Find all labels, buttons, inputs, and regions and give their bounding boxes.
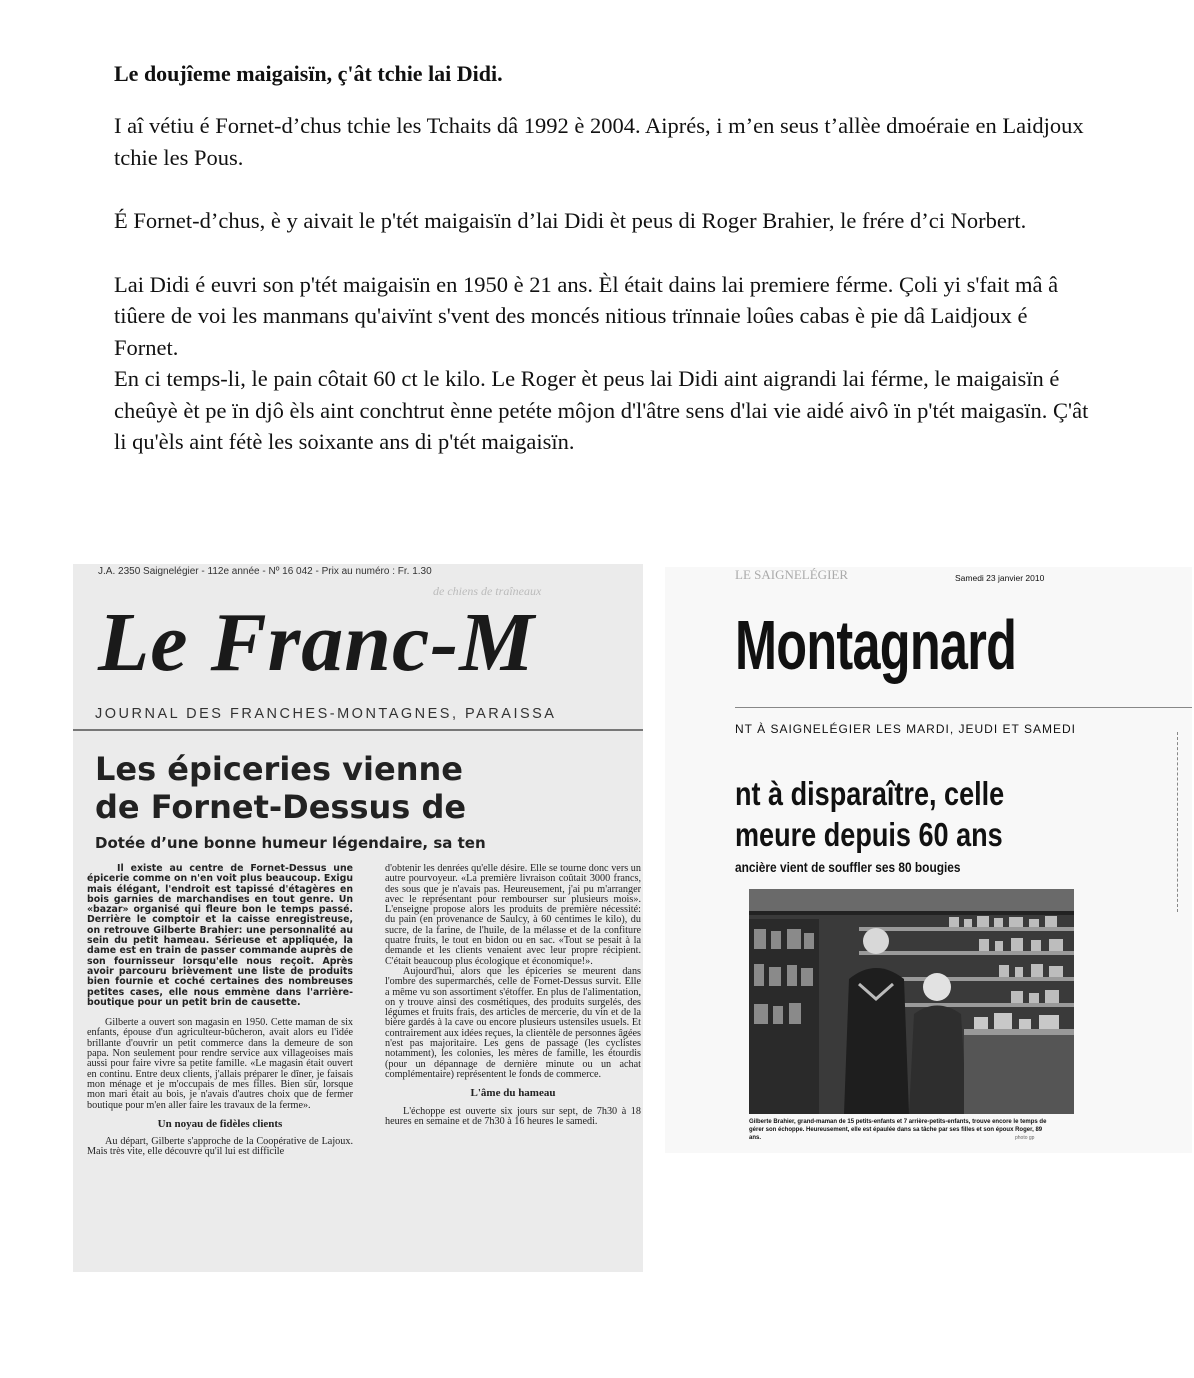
clipping-headline-line-1: Les épiceries vienne <box>95 750 463 788</box>
document-title: Le doujîeme maigaisïn, ç'ât tchie lai Didi. <box>114 61 503 86</box>
clipping-column-left <box>87 864 353 1158</box>
clipping-body-right-1: d'obtenir les denrées qu'elle désire. Elle se tourne donc vers un autre pourvoyeur. «La première livraison coûtait 3000 francs, des sous que je n'avais pas. Heureusement, j'ai pu m'arranger avec le représentant pour rembourser sur plusieurs mois». L'enseigne propose alors les produits de première nécessité: du pain (en provenance de Saulcy, à 60 centimes le kilo), du sucre, de la farine, de l'huile, de la mélasse et de la confiture quatre fruits, le tout en bidon ou en sac. «Tout se pesait à la demande et les clients venaient avec leur propre récipient. C'était beaucoup plus écologique et économique!». <box>385 863 641 967</box>
clipping-column-right <box>385 864 641 1127</box>
paragraph-2: É Fornet-d’chus, è y aivait le p'tét maigaisïn d’lai Didi èt peus di Roger Brahier, le frére d’ci Norbert. <box>114 208 1027 233</box>
document-text <box>114 58 1094 458</box>
clipping-rule <box>73 729 643 731</box>
clipping2-rule <box>735 707 1192 708</box>
clipping2-headline-line-1: nt à disparaître, celle <box>735 775 1005 812</box>
clipping-lede: Il existe au centre de Fornet-Dessus une épicerie comme on n'en voit plus beaucoup. Exigu mais élégant, l'endroit est tapissé d'étagères en bois garnies de marchandises en tout genre. Un «bazar» organisé qui fleure bon le temps passé. Derrière le comptoir et la caisse enregistreuse, on retrouve Gilberte Brahier: une personnalité au sein du petit hameau. Sérieuse et appliquée, la dame est en train de passer commande auprès de son fournisseur lorsqu'elle nous reçoit. Après avoir parcouru brièvement une liste de produits bien fournie et coché certaines des nombreuses petites cases, elle nous emmène dans l'arrière-boutique pour un petit brin de causette. <box>87 863 353 1008</box>
newspaper-clipping-montagnard-2010 <box>665 567 1192 1153</box>
clipping2-page-edge <box>1177 732 1192 912</box>
clipping-ghost-text: de chiens de traîneaux <box>433 584 542 598</box>
clipping2-date: Samedi 23 janvier 2010 <box>955 573 1045 583</box>
clipping-body-left: Gilberte a ouvert son magasin en 1950. Cette maman de six enfants, épouse d'un agriculteur-bûcheron, avait alors eu l'idée brillante d'ouvrir un petit commerce dans la demeure de son papa. Non seulement pour rendre service aux villageoises mais aussi pour faire vivre sa petite famille. «Le magasin était ouvert en continu. Entre deux clients, j'allais préparer le dîner, je faisais mon ménage et je m'occupais de mes filles. Bien sûr, lorsque mon mari était au bois, je n'avais d'autres choix que de fermer boutique pour m'en aller faire les travaux de la ferme». <box>87 1017 353 1111</box>
clipping-headline <box>95 750 466 826</box>
shop-photo <box>749 889 1074 1114</box>
clipping2-ghost-text: LE SAIGNELÉGIER <box>735 567 849 582</box>
clipping-masthead: Le Franc-M <box>98 596 535 689</box>
paragraph-3: Lai Didi é euvri son p'tét maigaisïn en 1950 è 21 ans. Èl était dains lai premiere férme. Çoli yi s'fait mâ â tiûere de voi les manmans qu'aivïnt s'vent des moncés nitious trïnnaie loûes cabas è pie dâ Laidjoux é Fornet. <box>114 271 1059 360</box>
clipping-subhead-left: Un noyau de fidèles clients <box>157 1117 283 1130</box>
newspaper-clipping-franc-montagnard <box>73 564 643 1272</box>
clipping2-deck: ancière vient de souffler ses 80 bougies <box>735 859 961 875</box>
clipping2-headline-line-2: meure depuis 60 ans <box>735 816 1003 853</box>
clipping-body-right-2: Aujourd'hui, alors que les épiceries se meurent dans l'ombre des supermarchés, celle de Fornet-Dessus survit. Elle a même vu son assortiment s'étoffer. En plus de l'alimentation, on y trouve ainsi des cosmétiques, des produits surgelés, des légumes et fruits frais, des articles de mercerie, du vin et de la bière gardés à la cave ou encore plusieurs ustensiles usuels. Et contrairement aux idées reçues, la clientèle de personnes âgées n'est pas majoritaire. Les gens de passage (les cyclistes notamment), les colonies, les mères de famille, les étourdis (pour un dépannage de dernière minute ou un achat complémentaire) représentent le fonds de commerce. <box>385 965 641 1080</box>
clipping-subhead-right: L'âme du hameau <box>470 1087 556 1100</box>
paragraph-1: I aî vétiu é Fornet-d’chus tchie les Tchaits dâ 1992 è 2004. Aiprés, i m’en seus t’allèe dmoéraie en Laidjoux tchie les Pous. <box>114 113 1084 170</box>
clipping-subtitle: JOURNAL DES FRANCHES-MONTAGNES, PARAISSA <box>95 706 557 722</box>
clipping2-masthead: Montagnard <box>735 606 1017 684</box>
clipping-headline-line-2: de Fornet-Dessus de <box>95 788 467 826</box>
clipping2-headline <box>735 773 1004 855</box>
paragraph-4: En ci temps-li, le pain côtait 60 ct le kilo. Le Roger èt peus lai Didi aint aigrandi lai férme, le maigaisïn é cheûyè èt pe ïn djô èls aint conchtrut ènne petéte môjon d'l'âtre sens d'lai vie aidé aivô ïn p'tét maigasïn. Ç'ât li qu'èls aint fétè les soixante ans di p'tét maigaisïn. <box>114 366 1089 454</box>
clipping-tail-right: L'échoppe est ouverte six jours sur sept, de 7h30 à 18 heures en semaine et de 7h30 à 16 heures le samedi. <box>385 1105 641 1127</box>
clipping-header-line: J.A. 2350 Saignelégier - 112e année - Nº 16 042 - Prix au numéro : Fr. 1.30 <box>98 566 432 577</box>
photo-credit: photo gp <box>1015 1135 1035 1141</box>
clipping-deck: Dotée d’une bonne humeur légendaire, sa ten <box>95 834 486 852</box>
clipping2-subtitle: NT À SAIGNELÉGIER LES MARDI, JEUDI ET SAMEDI <box>735 722 1076 736</box>
clipping-tail-left: Au départ, Gilberte s'approche de la Coopérative de Lajoux. Mais très vite, elle découvre qu'il lui est difficile <box>87 1136 353 1158</box>
photo-caption: Gilberte Brahier, grand-maman de 15 petits-enfants et 7 arrière-petits-enfants, trouve encore le temps de gérer son échoppe. Heureusement, elle est épaulée dans sa tâche par ses filles et son époux Roger, 89 ans. <box>749 1119 1047 1141</box>
